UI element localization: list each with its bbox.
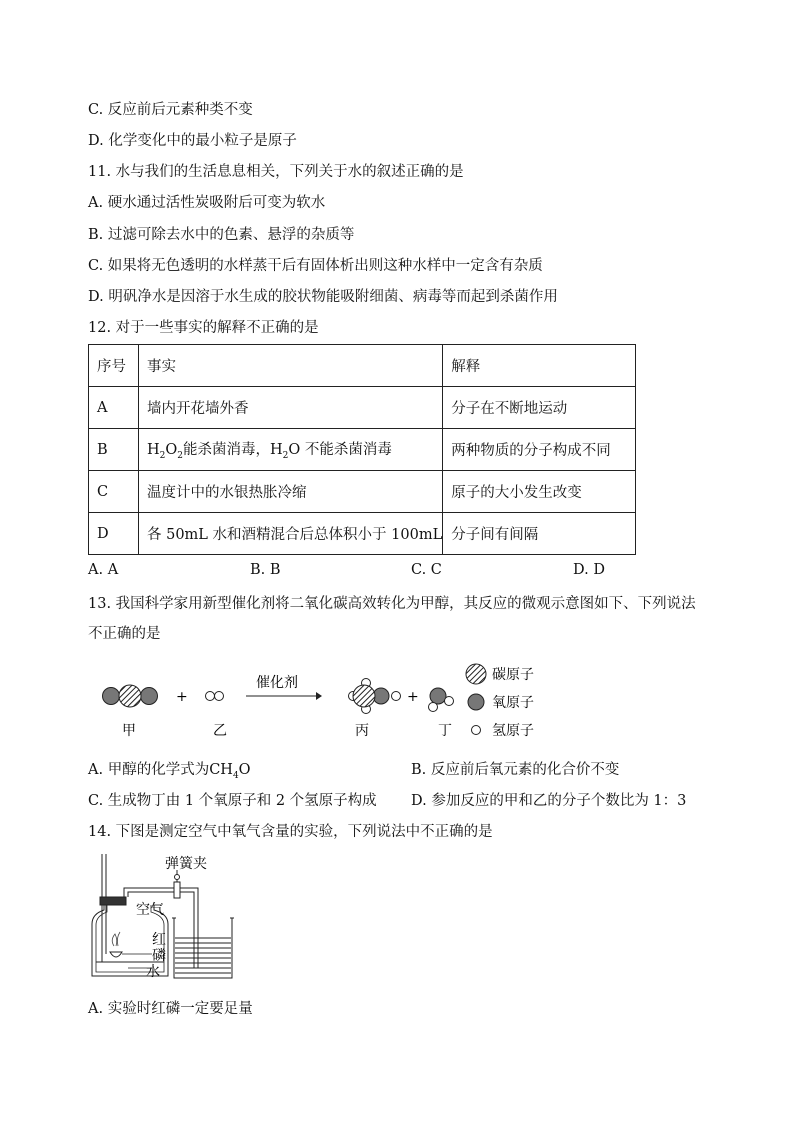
combustion-spoon (110, 952, 122, 957)
table-row (89, 471, 636, 513)
molecule-jia (103, 685, 158, 707)
plus-sign: + (407, 689, 419, 705)
beaker-water (175, 938, 231, 973)
oxygen-atom (103, 688, 120, 705)
label-red-phosphorus-1: 红 (152, 932, 166, 948)
q14-apparatus-diagram (80, 850, 240, 990)
legend-oxygen-icon (468, 694, 484, 710)
table-cell-id: C (89, 471, 139, 513)
q13-option-d: D. 参加反应的甲和乙的分子个数比为 1：3 (411, 793, 687, 809)
legend-hydrogen-label: 氢原子 (492, 723, 534, 739)
q13-stem-line2: 不正确的是 (88, 626, 161, 642)
hydrogen-atom (429, 703, 438, 712)
table-header-id: 序号 (89, 345, 139, 387)
table-header-fact: 事实 (139, 345, 443, 387)
legend-carbon-icon (466, 664, 486, 684)
table-cell-id: A (89, 387, 139, 429)
table-cell-id: B (89, 429, 139, 471)
q12-option-c: C. C (411, 562, 442, 578)
label-jia: 甲 (122, 723, 136, 739)
hydrogen-atom (215, 692, 224, 701)
table-cell-fact: 墙内开花墙外香 (139, 387, 443, 429)
table-cell-fact: $H_2O_2$能杀菌消毒，$H_2O$ 不能杀菌消毒 (139, 429, 443, 471)
table-header-row (89, 345, 636, 387)
q12-option-d: D. D (573, 562, 605, 578)
oxygen-atom (430, 688, 446, 704)
q13-option-c: C. 生成物丁由 1 个氧原子和 2 个氢原子构成 (88, 793, 377, 809)
q11-option-b: B. 过滤可除去水中的色素、悬浮的杂质等 (88, 227, 355, 243)
catalyst-label: 催化剂 (256, 675, 298, 691)
q10-option-d: D. 化学变化中的最小粒子是原子 (88, 133, 297, 149)
label-yi: 乙 (213, 723, 227, 739)
table-header-explain: 解释 (443, 345, 636, 387)
table-cell-explain: 分子在不断地运动 (443, 387, 636, 429)
legend-hydrogen-icon (472, 726, 481, 735)
table-cell-explain: 原子的大小发生改变 (443, 471, 636, 513)
label-red-phosphorus-2: 磷 (152, 948, 166, 964)
q14-option-a: A. 实验时红磷一定要足量 (88, 1001, 253, 1017)
spring-clamp (174, 882, 180, 898)
table-row (89, 429, 636, 471)
table-cell-fact: 温度计中的水银热胀冷缩 (139, 471, 443, 513)
stopper (100, 897, 126, 905)
molecule-ding (429, 688, 454, 712)
plus-sign: + (176, 689, 188, 705)
legend (466, 664, 534, 739)
table-cell-explain: 两种物质的分子构成不同 (443, 429, 636, 471)
carbon-atom (119, 685, 141, 707)
oxygen-atom (141, 688, 158, 705)
table-row (89, 513, 636, 555)
q12-stem: 12. 对于一些事实的解释不正确的是 (88, 320, 319, 336)
q11-option-c: C. 如果将无色透明的水样蒸干后有固体析出则这种水样中一定含有杂质 (88, 258, 543, 274)
molecule-bing (349, 679, 401, 714)
q13-reaction-diagram (88, 655, 568, 750)
q11-stem: 11. 水与我们的生活息息相关，下列关于水的叙述正确的是 (88, 164, 464, 180)
label-air: 空气 (136, 902, 164, 918)
label-bing: 丙 (355, 723, 369, 739)
hydrogen-atom (206, 692, 215, 701)
q13-option-a: A. 甲醇的化学式为$CH_4O$ (88, 762, 251, 781)
q12-option-b: B. B (250, 562, 281, 578)
table-row (89, 387, 636, 429)
q11-option-a: A. 硬水通过活性炭吸附后可变为软水 (88, 195, 326, 211)
q12-option-a: A. A (88, 562, 119, 578)
hydrogen-atom (392, 692, 401, 701)
label-ding: 丁 (438, 723, 452, 739)
q10-option-c: C. 反应前后元素种类不变 (88, 102, 253, 118)
q14-stem: 14. 下图是测定空气中氧气含量的实验，下列说法中不正确的是 (88, 824, 493, 840)
table-cell-explain: 分子间有间隔 (443, 513, 636, 555)
table-cell-fact: 各 50mL 水和酒精混合后总体积小于 100mL (139, 513, 443, 555)
q11-option-d: D. 明矾净水是因溶于水生成的胶状物能吸附细菌、病毒等而起到杀菌作用 (88, 289, 558, 305)
q13-option-b: B. 反应前后氧元素的化合价不变 (411, 762, 620, 778)
q12-table (88, 344, 636, 555)
label-spring-clamp: 弹簧夹 (165, 856, 207, 872)
molecule-yi (206, 692, 224, 701)
label-water: 水 (146, 964, 160, 980)
hydrogen-atom (445, 697, 454, 706)
legend-oxygen-label: 氧原子 (492, 695, 534, 711)
legend-carbon-label: 碳原子 (492, 667, 534, 683)
flame-icon (112, 934, 117, 946)
carbon-atom (353, 685, 375, 707)
arrow-head-icon (316, 692, 322, 700)
q12-options (88, 562, 648, 582)
q13-stem-line1: 13. 我国科学家用新型催化剂将二氧化碳高效转化为甲醇，其反应的微观示意图如下、下列说法 (88, 596, 696, 612)
table-cell-id: D (89, 513, 139, 555)
